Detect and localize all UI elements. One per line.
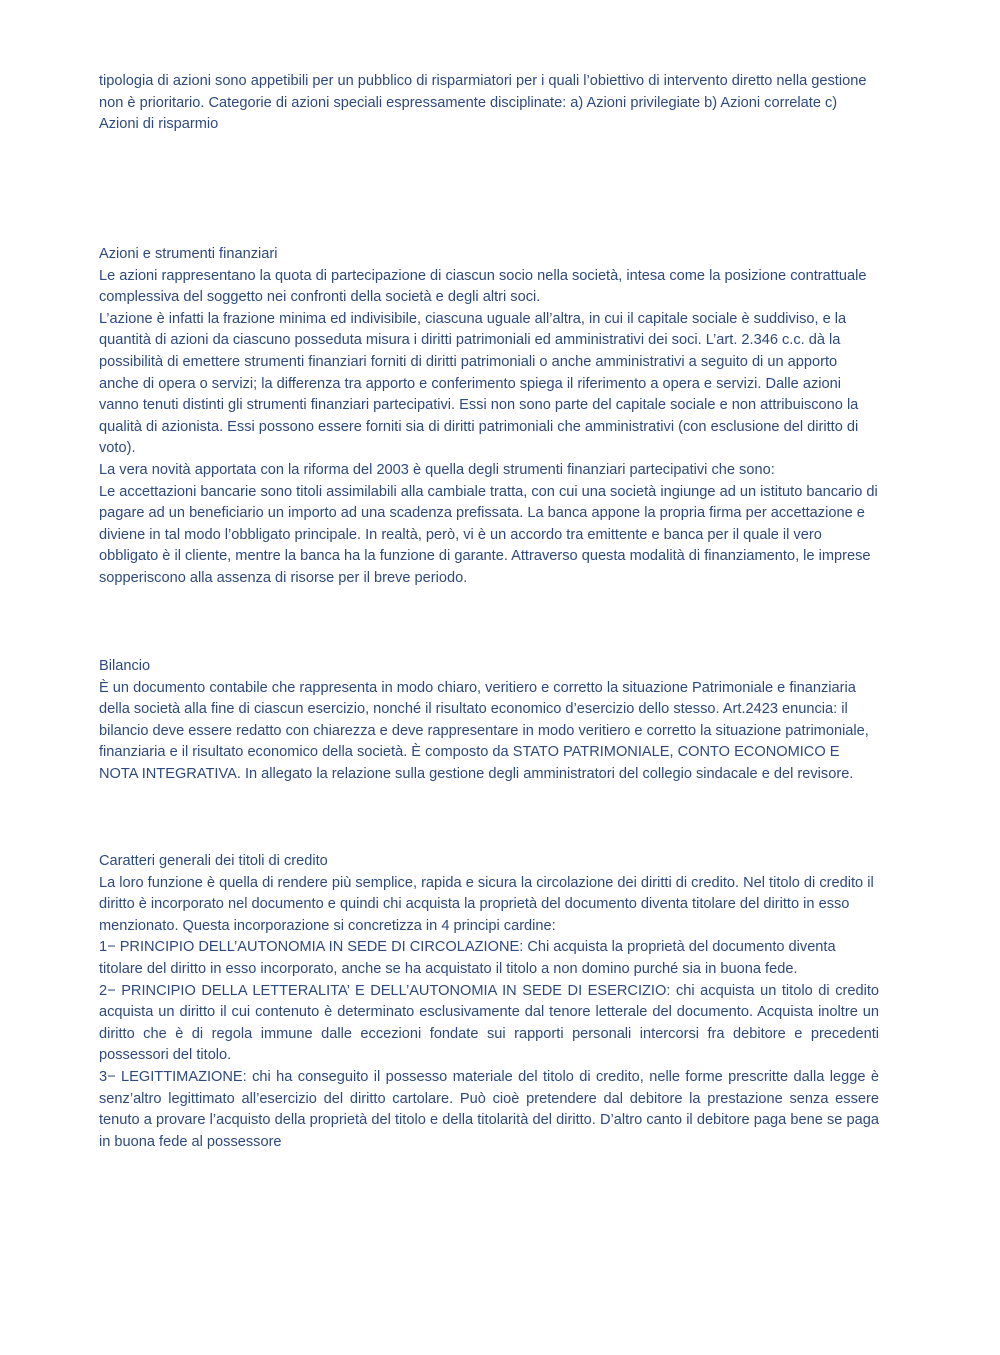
azioni-paragraph: Le accettazioni bancarie sono titoli assimilabili alla cambiale tratta, con cui una società ingiunge ad un istituto bancario di pagare ad un beneficiario un importo ad una scadenza prefissata. La banca appone la propria firma per accettazione e diviene in tal modo l’obbligato principale. In realtà, però, vi è un accordo tra emittente e banca per il quale il vero obbligato è il cliente, mentre la banca ha la funzione di garante. Attraverso questa modalità di finanziamento, le imprese sopperiscono alla assenza di risorse per il breve periodo. (99, 483, 878, 586)
principle-legittimazione: 3− LEGITTIMAZIONE: chi ha conseguito il possesso materiale del titolo di credito, nelle forme prescritte dalla legge è senz’altro legittimato all’esercizio del diritto cartolare. Può cioè pretendere dal debitore la prestazione senza essere tenuto a provare l’acquisto della proprietà del titolo e della titolarità del diritto. D’altro canto il debitore paga bene se paga in buona fede al possessore (99, 1068, 879, 1150)
intro-paragraph: tipologia di azioni sono appetibili per un pubblico di risparmiatori per i quali l’obiettivo di intervento diretto nella gestione non è prioritario. Categorie di azioni speciali espressamente disciplinate: a) Azioni privilegiate b) Azioni correlate c) Azioni di risparmio (99, 73, 867, 133)
intro-block (99, 71, 879, 136)
bilancio-section (99, 656, 879, 786)
principle-autonomia-circolazione: 1− PRINCIPIO DELL’AUTONOMIA IN SEDE DI CIRCOLAZIONE: Chi acquista la proprietà del documento diventa titolare del diritto in esso incorporato, anche se ha acquistato il titolo a non domino purché sia in buona fede. (99, 939, 836, 977)
azioni-paragraph: La vera novità apportata con la riforma del 2003 è quella degli strumenti finanziari partecipativi che sono: (99, 461, 775, 478)
section-heading-titoli: Caratteri generali dei titoli di credito (99, 853, 328, 869)
titoli-paragraph: La loro funzione è quella di rendere più semplice, rapida e sicura la circolazione dei diritti di credito. Nel titolo di credito il diritto è incorporato nel documento e quindi chi acquista la proprietà del documento diventa titolare del diritto in esso menzionato. Questa incorporazione si concretizza in 4 principi cardine: (99, 874, 874, 934)
section-heading-bilancio: Bilancio (99, 658, 151, 674)
titoli-section (99, 851, 879, 1153)
azioni-paragraph: Le azioni rappresentano la quota di partecipazione di ciascun socio nella società, intesa come la posizione contrattuale complessiva del soggetto nei confronti della società e degli altri soci. (99, 267, 867, 306)
section-heading-azioni: Azioni e strumenti finanziari (99, 246, 278, 262)
principle-letteralita: 2− PRINCIPIO DELLA LETTERALITA’ E DELL’AUTONOMIA IN SEDE DI ESERCIZIO: chi acquista un titolo di credito acquista un diritto il cui contenuto è determinato esclusivamente dal tenore letterale del documento. Acquista inoltre un diritto che è di regola immune dalle eccezioni fondate sui rapporti personali intercorsi fra debitore e precedenti possessori del titolo. (99, 982, 879, 1064)
azioni-section (99, 244, 879, 590)
bilancio-paragraph: È un documento contabile che rappresenta in modo chiaro, veritiero e corretto la situazione Patrimoniale e finanziaria della società alla fine di ciascun esercizio, nonché il risultato economico d’esercizio dello stesso. Art.2423 enuncia: il bilancio deve essere redatto con chiarezza e deve rappresentare in modo veritiero e corretto la situazione patrimoniale, finanziaria e il risultato economico della società. È composto da STATO PATRIMONIALE, CONTO ECONOMICO E NOTA INTEGRATIVA. In allegato la relazione sulla gestione degli amministratori del collegio sindacale e del revisore. (99, 679, 869, 782)
azioni-paragraph: L’azione è infatti la frazione minima ed indivisibile, ciascuna uguale all’altra, in cui il capitale sociale è suddiviso, e la quantità di azioni da ciascuno posseduta misura i diritti patrimoniali ed amministrativi dei soci. L’art. 2.346 c.c. dà la possibilità di emettere strumenti finanziari forniti di diritti patrimoniali o anche amministrativi a seguito di un apporto anche di opera o servizi; la differenza tra apporto e conferimento spiega il riferimento a opera e servizi. Dalle azioni vanno tenuti distinti gli strumenti finanziari partecipativi. Essi non sono parte del capitale sociale e non attribuiscono la qualità di azionista. Essi possono essere forniti sia di diritti patrimoniali che amministrativi (con esclusione del diritto di voto). (99, 310, 859, 457)
